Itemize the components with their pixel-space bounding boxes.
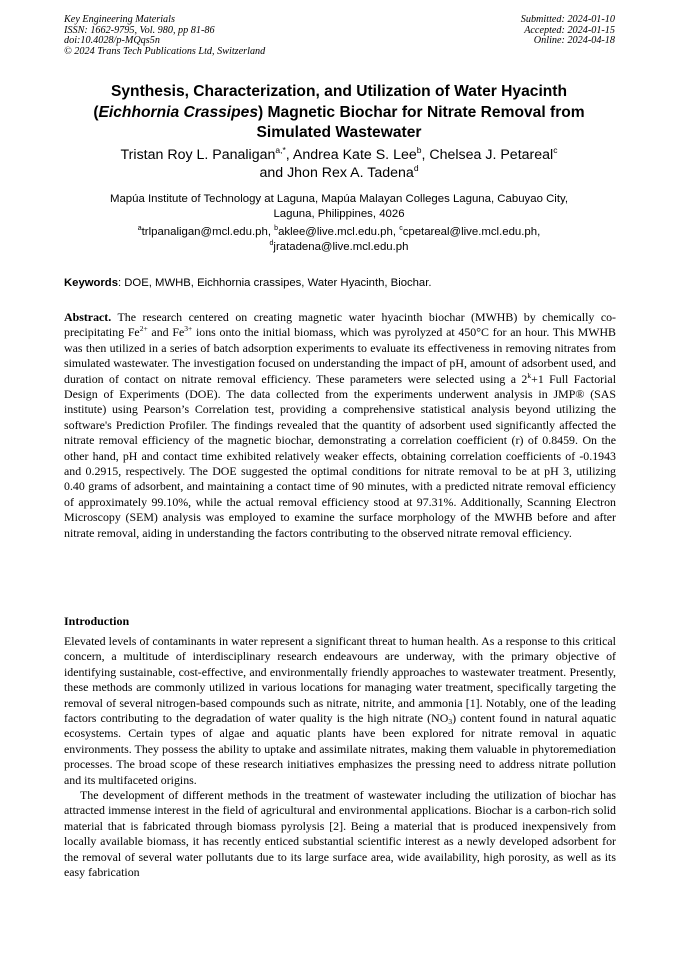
author-2: Andrea Kate S. Lee [292, 147, 417, 163]
journal-copyright: © 2024 Trans Tech Publications Ltd, Switzerland [64, 45, 266, 57]
author-4: Jhon Rex A. Tadena [287, 165, 414, 182]
submission-dates [521, 15, 615, 47]
journal-issn: ISSN: 1662-9795, Vol. 980, pp 81-86 [64, 24, 215, 36]
keywords-text: : DOE, MWHB, Eichhornia crassipes, Water Hyacinth, Biochar. [118, 277, 432, 289]
journal-doi: doi:10.4028/p-MQqs5n [64, 35, 160, 47]
keywords [64, 276, 616, 290]
title-line-3: Simulated Wastewater [256, 124, 422, 142]
date-online: Online: 2024-04-18 [533, 35, 615, 47]
intro-paragraph-2: The development of different methods in the treatment of wastewater including the utilization of biochar has attracted immense interest in the field of agricultural and environmental applications. Biochar is a carbon-rich solid material that is fabricated through biomass pyrolysis [2]. Being a material that is produced inexpensively from locally available biomass, it has recently enticed substantial scientific interest as a newly developed adsorbent for the removal of several water pollutants due to its large surface area, wide availability, high porosity, as well as its easy fabrication [64, 788, 616, 880]
journal-info [64, 15, 265, 57]
author-list: Tristan Roy L. Panaligan$^{a,*}$, Andrea Kate S. Lee$^b$, Chelsea J. Petareal$^c$ and Jhon Rex A. Tadena$^d$ [120, 145, 558, 182]
email-d[interactable]: jratadena@live.mcl.edu.ph [273, 241, 409, 254]
paper-title [40, 82, 638, 144]
journal-name: Key Engineering Materials [64, 14, 175, 25]
title-line-1: Synthesis, Characterization, and Utilization of Water Hyacinth [110, 83, 568, 100]
date-submitted: Submitted: 2024-01-10 [520, 14, 615, 25]
introduction-body [64, 634, 616, 881]
abstract: Abstract. The research centered on creating magnetic water hyacinth biochar (MWHB) by chemically co-precipitating $Fe^{2+}$ and $Fe^{3+}$ ions onto the initial biomass, which was pyrolyzed at 450°C for an hour. This MWHB was then utilized in a series of batch adsorption experiments to evaluate its effectiveness in removing nitrates from simulated wastewater. The investigation focused on understanding the impact of pH, amount of adsorbent used, and duration of contact on nitrate removal efficiency. These parameters were selected using a $2^k+1$ Full Factorial Design of Experiments (DOE). The data collected from the experiments underwent analysis in JMP® (SAS institute) using Pearson’s Correlation test, providing a comprehensive statistical analysis beyond utilizing the software's Prediction Profiler. The findings revealed that the quantity of adsorbent used significantly affected the nitrate removal efficiency of the magnetic biochar, demonstrating a correlation coefficient (r) of 0.8459. On the other hand, pH and contact time exhibited relatively weaker effects, obtaining correlation coefficients of -0.1943 and 0.2915, respectively. The DOE suggested the optimal conditions for nitrate removal to be at pH 3, utilizing 0.40 grams of adsorbent, and maintaining a contact time of 90 minutes, with a predicted nitrate removal efficiency of approximately 99.10%, while the actual removal efficiency stood at 97.31%. Additionally, Scanning Electron Microscopy (SEM) analysis was employed to examine the surface morphology of the MWHB before and after nitrate removal, aiding in understanding the factors contributing to the observed nitrate removal efficiency. [64, 310, 616, 540]
title-line-2: (Eichhornia Crassipes) Magnetic Biochar for Nitrate Removal from [93, 103, 585, 121]
keywords-label: Keywords [64, 277, 118, 289]
date-accepted: Accepted: 2024-01-15 [524, 24, 615, 36]
email-c[interactable]: cpetareal@live.mcl.edu.ph [402, 226, 538, 238]
author-3: Chelsea J. Petareal [429, 147, 554, 163]
affiliation: Mapúa Institute of Technology at Laguna, Mapúa Malayan Colleges Laguna, Cabuyao City, Laguna, Philippines, 4026 [109, 193, 569, 221]
author-emails: $^a$trlpanaligan@mcl.edu.ph, $^b$aklee@live.mcl.edu.ph, $^c$cpetareal@live.mcl.edu.ph, $^d$jratadena@live.mcl.edu.ph [137, 225, 541, 254]
introduction-heading: Introduction [64, 614, 130, 628]
author-1: Tristan Roy L. Panaligan [120, 147, 276, 163]
abstract-label: Abstract. [64, 310, 112, 324]
email-b[interactable]: aklee@live.mcl.edu.ph [278, 226, 393, 238]
email-a[interactable]: trlpanaligan@mcl.edu.ph [141, 226, 268, 238]
species-name: Eichhornia Crassipes [98, 103, 258, 121]
intro-paragraph-1: Elevated levels of contaminants in water represent a significant threat to human health. As a response to this critical concern, a multitude of interdisciplinary research endeavours are underway, with the primary objective of identifying sustainable, cost-effective, and environmentally friendly approaches to wastewater treatment. Presently, these methods are commonly utilized in various locations for managing water treatment, specifically targeting the removal of several nitrogen-based compounds such as nitrate, nitrite, and ammonia [1]. Notably, one of the leading factors contributing to the degradation of water quality is the high nitrate $(NO_3)$ content found in natural aquatic ecosystems. Certain types of algae and aquatic plants have been explored for nitrate removal in aquatic environments. They possess the ability to uptake and assimilate nitrates, making them valuable in phytoremediation processes. The broad scope of these research initiatives emphasizes the pressing need to address nitrate pollution and its multifaceted origins. [64, 634, 616, 787]
